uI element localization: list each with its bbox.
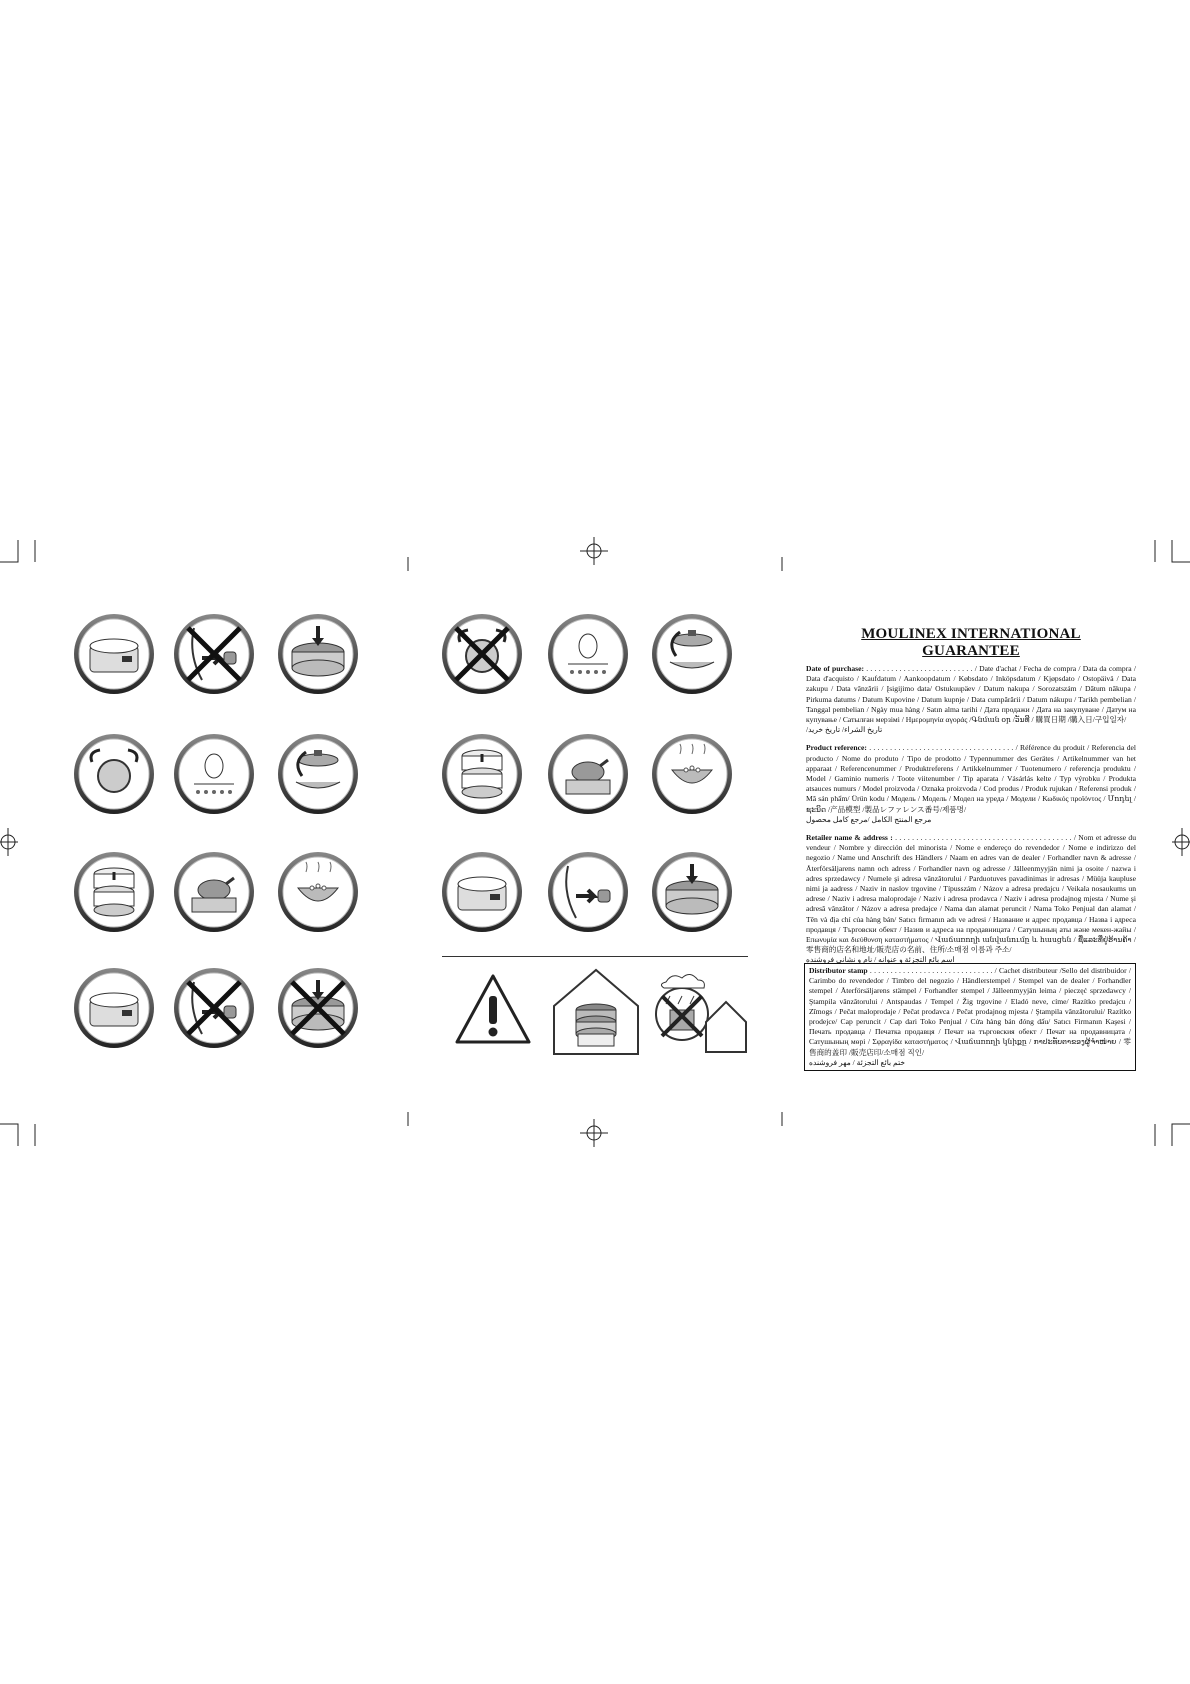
rotate-basket-icon <box>440 850 524 934</box>
retailer-label: Retailer name & address : <box>806 833 893 843</box>
stack-down-icon <box>650 732 734 816</box>
no-chicken-icon <box>172 966 256 1050</box>
date-text: / Date d'achat / Fecha de compra / Data da compra / Data d'acquisto / Kaufdatum / Aankoopdatum / Købsdato / Inköpsdatum / Kjøpsdato / Ostopäivä / Data zakupu / Data vânzării / Įsigijimo data/ Ostukuupäev / Datum nakupa / Sorozatszám / Dātum nākupa / Pirkuma datums / Datum Kupovine / Datum kupnje / Data cumpărării / Datum nákupu / Tarikh pembelian / Tanggal pembelian / Ngày mua hàng / Satın alma tarihi / Дата продажи / Дата на закупуване / Датум на купување / Сатылған мерзімі / Ημερομηνία αγοράς /Գնման օր /ວັນທີ / 購買日期 /購入日/구입일자/ <box>806 664 1137 725</box>
no-stack-icon <box>276 966 360 1050</box>
stamp-dots: . . . . . . . . . . . . . . . . . . . . . . . . . . . . . . <box>867 966 993 975</box>
retailer-text-ar: اسم بائع التجزئة و عنوانه / نام و نشانی فروشنده <box>806 955 955 965</box>
guarantee-title-line2: GUARANTEE <box>922 643 1020 659</box>
chicken-basket-icon <box>276 732 360 816</box>
stack-lid-icon <box>650 850 734 934</box>
basket-down-icon <box>546 850 630 934</box>
indoor-use-icon <box>548 962 644 1058</box>
product-reference-block <box>806 743 1136 825</box>
guarantee-title-line1: MOULINEX INTERNATIONAL <box>861 626 1081 642</box>
date-dots: . . . . . . . . . . . . . . . . . . . . . . . . . . <box>863 664 973 673</box>
steamer-no-cover-icon <box>172 612 256 696</box>
hands-steam-icon <box>440 732 524 816</box>
date-text-ar: تاريخ الشراء/ تاريخ خرید/ <box>806 725 883 735</box>
steamer-fill-water-icon <box>72 612 156 696</box>
rice-bowl-icon <box>546 732 630 816</box>
product-dots: . . . . . . . . . . . . . . . . . . . . . . . . . . . . . . . . . . . <box>866 743 1014 753</box>
section-divider <box>442 956 748 957</box>
guarantee-title <box>806 626 1136 660</box>
distributor-stamp-box <box>804 963 1136 1071</box>
pour-water-icon <box>276 612 360 696</box>
product-text-ar: مرجع المنتج الكامل /مرجع کامل محصول <box>806 814 932 824</box>
guarantee-section <box>806 626 1136 966</box>
egg-in-basket-icon <box>172 850 256 934</box>
date-label: Date of purchase: <box>806 664 864 673</box>
egg-tray-icon <box>276 850 360 934</box>
stamp-text: / Cachet distributeur /Sello del distribuidor / Carimbo do revendedor / Timbro del negozio / Händlerstempel / Stempel van de dealer / Forhandler stempel / Återförsäljarens stämpel / Forhandler stempel / Jälleenmyyjän leima / pieczęć sprzedawcy / Ştampila vânzătorului / Antspaudas / Tempel / Žig trgovine / Eladó neve, címe/ Razítko predajcu / Zīmogs / Pečat maloprodaje / Pečat prodavca / Pečat prodajnog mjesta / Ştampila vânzătorului/ Razítko prodejce/ Cap peruncit / Cap dari Toko Penjual / Cửa hàng bán đóng dấu/ Satıcı Firmanın Kaşesi / Печать продавца / Печатка продавця / Печат на търговския обект / Печат на продавницата / Сатушының мөрі / Σφραγίδα καταστήματος / Վաճառողի կնիքը / ກາປະທັບຕາຂອງຜູ້ຈຳໜ່າຍ / 零售商的盖印 /販売店印/소매점 직인/ <box>809 966 1131 1057</box>
mains-plug-icon <box>172 732 256 816</box>
stamp-text-ar: ختم بائع التجزئة / مهر فروشنده <box>809 1057 906 1067</box>
date-of-purchase-block <box>806 664 1136 735</box>
stack-baskets-icon <box>72 732 156 816</box>
no-dishwasher-icon <box>440 612 524 696</box>
stamp-label: Distributor stamp <box>809 966 868 975</box>
lift-basket-icon <box>72 966 156 1050</box>
product-text: / Référence du produit / Referencia del producto / Nome do produto / Tipo de prodotto / Typennummer des Gerätes / Artikelnummer van het apparaat / Referencenummer / Produktreferens / Artikkelnummer / Tuotenumero / referencja produktu / Model / Gaminio numeris / Toote viitenumber / Tip aparata / Vásárlás kelte / Typ výrobku / Produkta atsauces numurs / Model proizvoda / Oznaka proizvoda / Cod produs / Produk rujukan / Referensi produk / Mã sản phẩm/ Ürün kodu / Модель / Модель / Модел на уреда / Модели / Κωδικός προϊόντος / Մոդել / ຊະນິດ /产品模型 /製品レファレンス番号/제품명/ <box>806 743 1137 814</box>
retailer-block <box>806 833 1136 966</box>
retailer-text: / Nom et adresse du vendeur / Nombre y dirección del minorista / Nome e endereço do revendedor / Nome e indirizzo del negozio / Name und Anschrift des Händlers / Naam en adres van de dealer / Forhandler navn & adresse / Återförsäljarens namn och adress / Forhandler navn og adresse / Jälleenmyyjän nimi ja osoite / nazwa i adres sprzedawcy / Numele şi adresa vânzătorului / Parduotuves pavadinimas ir adresas / Müüja kaupluse nimi ja aadress / Naziv in naslov trgovine / Típusszám / Názov a adresa predajcu / Veikala nosaukums un adrese / Naziv i adresa maloprodaje / Naziv i adresa prodavca / Naziv i adresa prodajnog mjesta / Nume şi adresă vânzător / Názov a adresa predajce / Nama dan alamat peruncit / Nama Toko Penjual dan alamat / Tên và địa chỉ của hàng bán/ Satıcı firmanın adı ve adresi / Название и адрес продавца / Назва і адреса продавця / Търговски обект / Назив и адреса на продавницата / Сатушының аты және мекен-жайы / Επωνυμία και διεύθυνση καταστήματος / Վաճառողի անվանումը և հասցեն / ຊື່ແລະທີ່ຢູ່ຮ້ານຄ້າ /零售商的店名和地址/販売店の名前、住所/소매점 이름과 주소/ <box>806 833 1136 955</box>
stack-arrows-up-icon <box>650 612 734 696</box>
timer-dial-icon <box>72 850 156 934</box>
no-outdoor-icon <box>652 962 748 1058</box>
retailer-dots: . . . . . . . . . . . . . . . . . . . . . . . . . . . . . . . . . . . . . . . . . . <box>892 833 1072 843</box>
lift-lid-icon <box>546 612 630 696</box>
warning-icon <box>451 968 535 1052</box>
product-label: Product reference: <box>806 743 867 753</box>
